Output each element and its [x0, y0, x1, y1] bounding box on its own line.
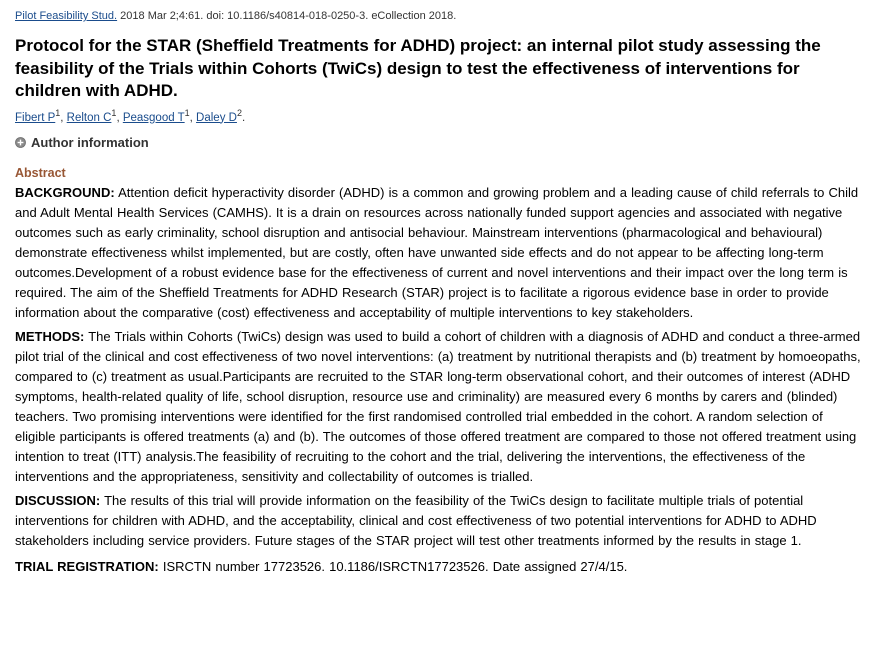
background-label: BACKGROUND: [15, 184, 115, 200]
methods-label: METHODS: [15, 328, 85, 344]
abstract-background [15, 183, 862, 323]
author-information-toggle[interactable] [15, 135, 862, 151]
author-link[interactable]: Daley D [196, 111, 237, 124]
author-affiliation: 2 [236, 107, 242, 118]
citation-line [15, 9, 862, 23]
background-text: Attention deficit hyperactivity disorder (ADHD) is a common and growing problem and a leading cause of child referrals to Child and Adult Mental Health Services (CAMHS). It is a drain on resources across nationally funded support agencies and associated with negative outcomes such as early criminality, school disruption and antisocial behaviour. Mainstream interventions (pharmacological and behavioural) demonstrate effectiveness whilst implemented, but are costly, often have unwanted side effects and do not appear to be affecting long-term outcomes.Development of a robust evidence base for the effectiveness of current and novel interventions and their impact over the long term is required. The aim of the Sheffield Treatments for ADHD Research (STAR) project is to facilitate a rigorous evidence base in order to provide information about the comparative (cost) effectiveness and acceptability of multiple interventions to key stakeholders. [15, 184, 859, 320]
author-list: Fibert $P^1$, Relton $C^1$, Peasgood $T^1$, Daley $D^2$. [15, 107, 246, 124]
plus-circle-icon [15, 137, 26, 148]
journal-link[interactable]: Pilot Feasibility Stud. [15, 10, 118, 22]
abstract-heading: Abstract [15, 165, 66, 180]
abstract-discussion [15, 491, 862, 551]
citation-details: 2018 Mar 2;4:61. doi: 10.1186/s40814-018-0250-3. eCollection 2018. [117, 10, 457, 22]
author-affiliation: 1 [55, 107, 61, 118]
discussion-text: The results of this trial will provide information on the feasibility of the TwiCs design to facilitate multiple trials of potential interventions for children with ADHD, and the acceptability, clinical and cost effectiveness of two potential interventions for ADHD to ADHD stakeholders including service providers. Future stages of the STAR project will test other treatments informed by the results in stage 1. [15, 492, 817, 548]
author-link[interactable]: Peasgood T [122, 111, 185, 124]
registration-label: TRIAL REGISTRATION: [15, 558, 159, 574]
author-information-label: Author information [31, 134, 149, 150]
author-affiliation: 1 [184, 107, 190, 118]
author-link[interactable]: Fibert P [15, 111, 56, 124]
abstract-trial-registration [15, 557, 862, 577]
methods-text: The Trials within Cohorts (TwiCs) design was used to build a cohort of children with a diagnosis of ADHD and conduct a three-armed pilot trial of the clinical and cost effectiveness of two novel interventions: (a) treatment by nutritional therapists and (b) treatment by homoeopaths, compared to (c) treatment as usual.Participants are recruited to the STAR long-term observational cohort, and their outcomes of interest (ADHD symptoms, health-related quality of life, school disruption, resource use and criminality) are measured every 6 months by carers and (blinded) teachers. Two promising interventions were identified for the first randomised controlled trial embedded in the cohort. A random selection of eligible participants is offered treatments (a) and (b). The outcomes of those offered treatment are compared to those not offered treatment using intention to treat (ITT) analysis.The feasibility of recruiting to the cohort and the trial, delivering the interventions, the effectiveness of the interventions and the appropriateness, sensitivity and collectability of outcomes is trialled. [15, 328, 861, 484]
author-link[interactable]: Relton C [66, 111, 112, 124]
abstract-methods [15, 327, 862, 487]
article-title: Protocol for the STAR (Sheffield Treatments for ADHD) project: an internal pilot study assessing the feasibility of the Trials within Cohorts (TwiCs) design to test the effectiveness of interventions for children with ADHD. [15, 36, 821, 100]
author-affiliation: 1 [111, 107, 117, 118]
registration-text: ISRCTN number 17723526. 10.1186/ISRCTN17723526. Date assigned 27/4/15. [158, 558, 628, 574]
discussion-label: DISCUSSION: [15, 492, 101, 508]
